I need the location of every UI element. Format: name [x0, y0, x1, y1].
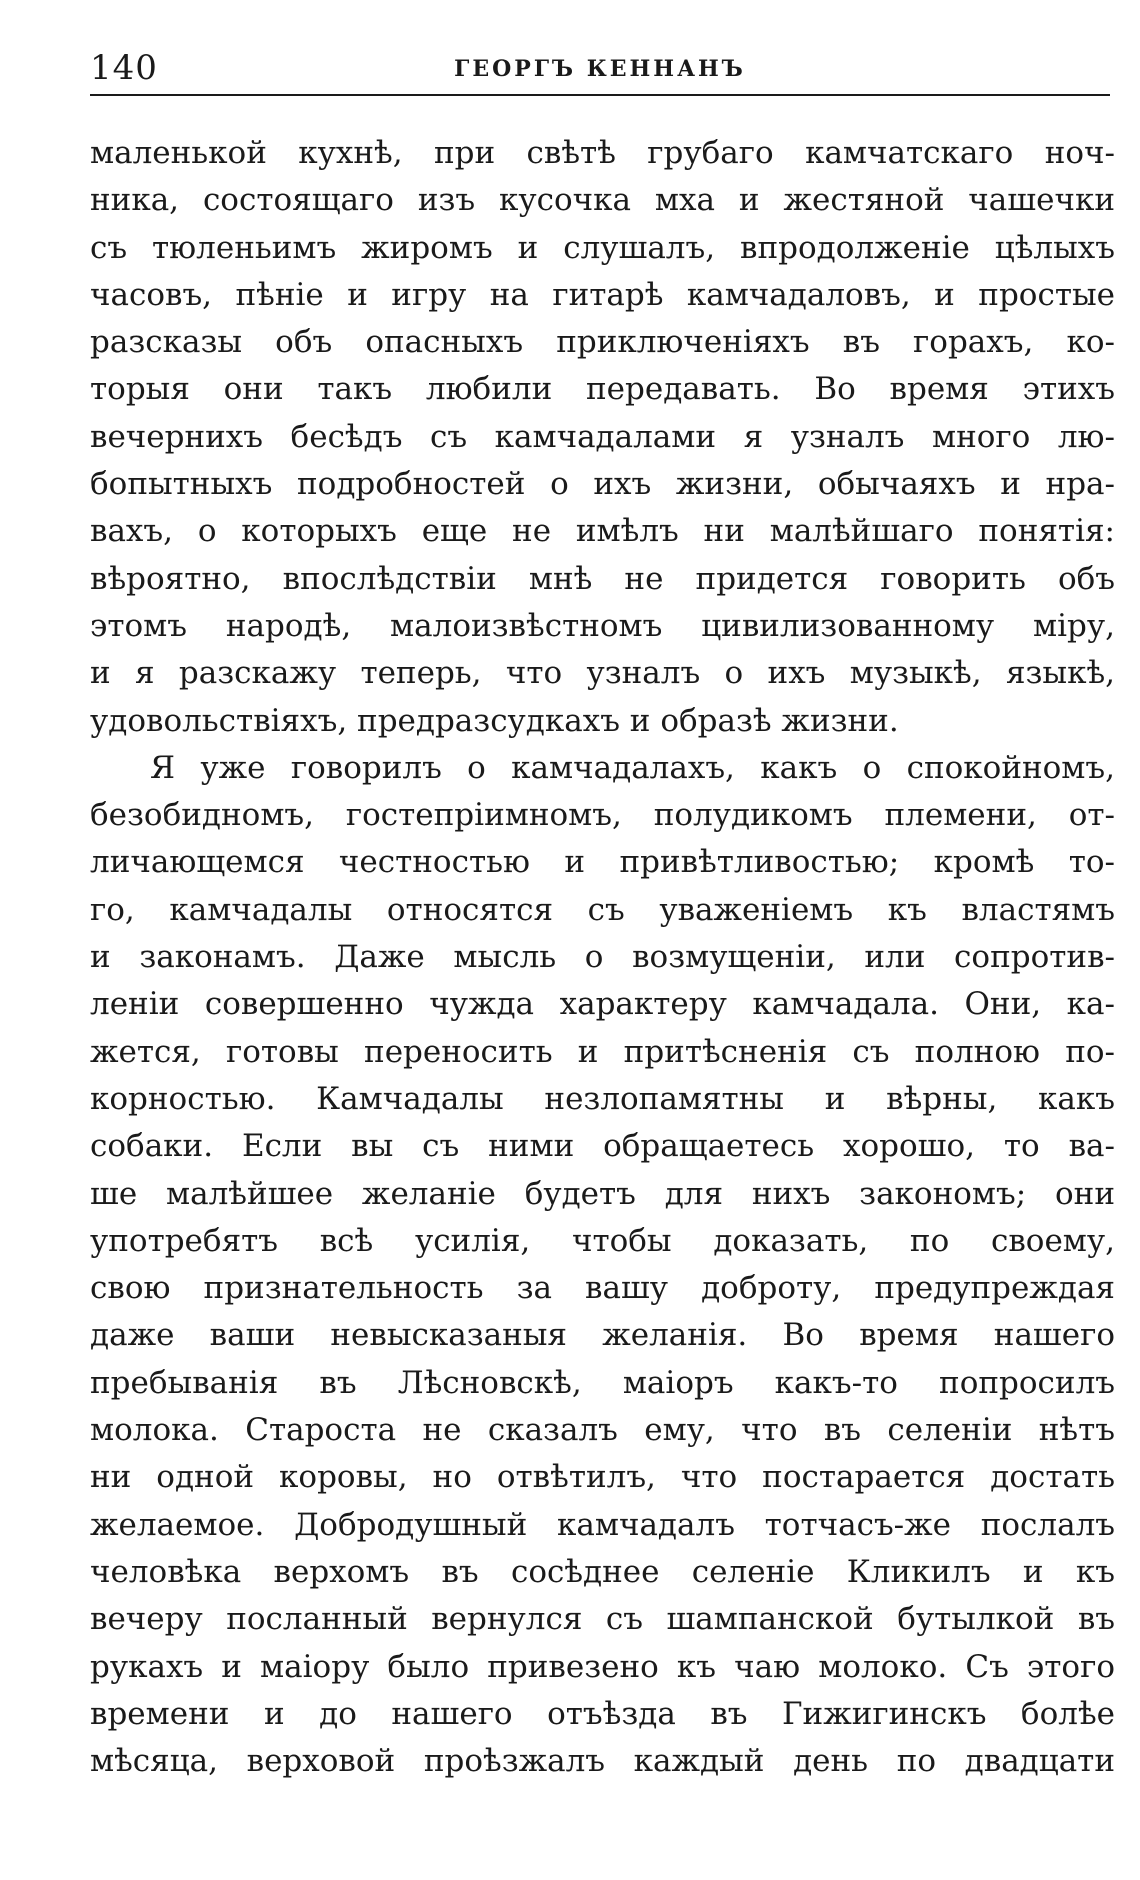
running-head: ГЕОРГЪ КЕННАНЪ: [454, 56, 746, 82]
text-line: безобидномъ, гостепріимномъ, полудикомъ племени, от-: [90, 797, 1115, 834]
text-line: употребятъ всѣ усилія, чтобы доказать, по своему,: [90, 1222, 1115, 1259]
text-line: торыя они такъ любили передавать. Во время этихъ: [90, 371, 1115, 408]
text-line: мѣсяца, верховой проѣзжалъ каждый день по двадцати: [90, 1743, 1115, 1780]
text-line: рукахъ и маіору было привезено къ чаю молоко. Съ этого: [90, 1648, 1115, 1685]
text-line: желаемое. Добродушный камчадалъ тотчасъ-же послалъ: [90, 1506, 1115, 1543]
text-line: даже ваши невысказаныя желанія. Во время нашего: [90, 1317, 1115, 1354]
text-line: этомъ народѣ, малоизвѣстномъ цивилизованному міру,: [90, 607, 1115, 644]
text-line: Я уже говорилъ о камчадалахъ, какъ о спокойномъ,: [150, 749, 1115, 786]
page-number: 140: [90, 48, 158, 88]
text-line: ника, состоящаго изъ кусочка мха и жестяной чашечки: [90, 182, 1115, 219]
text-line: и я разскажу теперь, что узналъ о ихъ музыкѣ, языкѣ,: [90, 655, 1115, 692]
text-line: го, камчадалы относятся съ уваженіемъ къ властямъ: [90, 891, 1115, 928]
text-line: и законамъ. Даже мысль о возмущеніи, или сопротив-: [90, 939, 1115, 976]
text-line: вечеру посланный вернулся съ шампанской бутылкой въ: [90, 1601, 1115, 1638]
page-header: [90, 48, 1110, 92]
text-line: удовольствіяхъ, предразсудкахъ и образѣ жизни.: [90, 702, 899, 739]
text-line: времени и до нашего отъѣзда въ Гижигинскъ болѣе: [90, 1695, 1115, 1732]
text-line: бопытныхъ подробностей о ихъ жизни, обычаяхъ и нра-: [90, 466, 1115, 503]
text-line: собаки. Если вы съ ними обращаетесь хорошо, то ва-: [90, 1128, 1115, 1165]
body-text: [90, 130, 1115, 1785]
text-line: леніи совершенно чужда характеру камчадала. Они, ка-: [90, 986, 1115, 1023]
text-line: жется, готовы переносить и притѣсненія съ полною по-: [90, 1033, 1115, 1070]
text-line: часовъ, пѣніе и игру на гитарѣ камчадаловъ, и простые: [90, 276, 1115, 313]
text-line: человѣка верхомъ въ сосѣднее селеніе Кликилъ и къ: [90, 1553, 1115, 1590]
text-line: молока. Староста не сказалъ ему, что въ селеніи нѣтъ: [90, 1412, 1115, 1449]
header-rule: [90, 94, 1110, 96]
text-line: ше малѣйшее желаніе будетъ для нихъ закономъ; они: [90, 1175, 1115, 1212]
text-line: съ тюленьимъ жиромъ и слушалъ, впродолженіе цѣлыхъ: [90, 229, 1115, 266]
text-line: пребыванія въ Лѣсновскѣ, маіоръ какъ-то попросилъ: [90, 1364, 1115, 1401]
text-line: маленькой кухнѣ, при свѣтѣ грубаго камчатскаго ноч-: [90, 135, 1115, 171]
text-line: ни одной коровы, но отвѣтилъ, что постарается достать: [90, 1459, 1115, 1496]
text-line: разсказы объ опасныхъ приключеніяхъ въ горахъ, ко-: [90, 324, 1115, 361]
paragraph-1: [90, 130, 1115, 745]
text-line: вечернихъ бесѣдъ съ камчадалами я узналъ много лю-: [90, 418, 1115, 455]
paragraph-2: [90, 745, 1115, 1786]
text-line: личающемся честностью и привѣтливостью; кромѣ то-: [90, 844, 1115, 881]
text-line: корностью. Камчадалы незлопамятны и вѣрны, какъ: [90, 1080, 1115, 1117]
text-line: свою признательность за вашу доброту, предупреждая: [90, 1270, 1115, 1307]
text-line: вахъ, о которыхъ еще не имѣлъ ни малѣйшаго понятія:: [90, 513, 1115, 550]
text-line: вѣроятно, впослѣдствіи мнѣ не придется говорить объ: [90, 560, 1115, 597]
